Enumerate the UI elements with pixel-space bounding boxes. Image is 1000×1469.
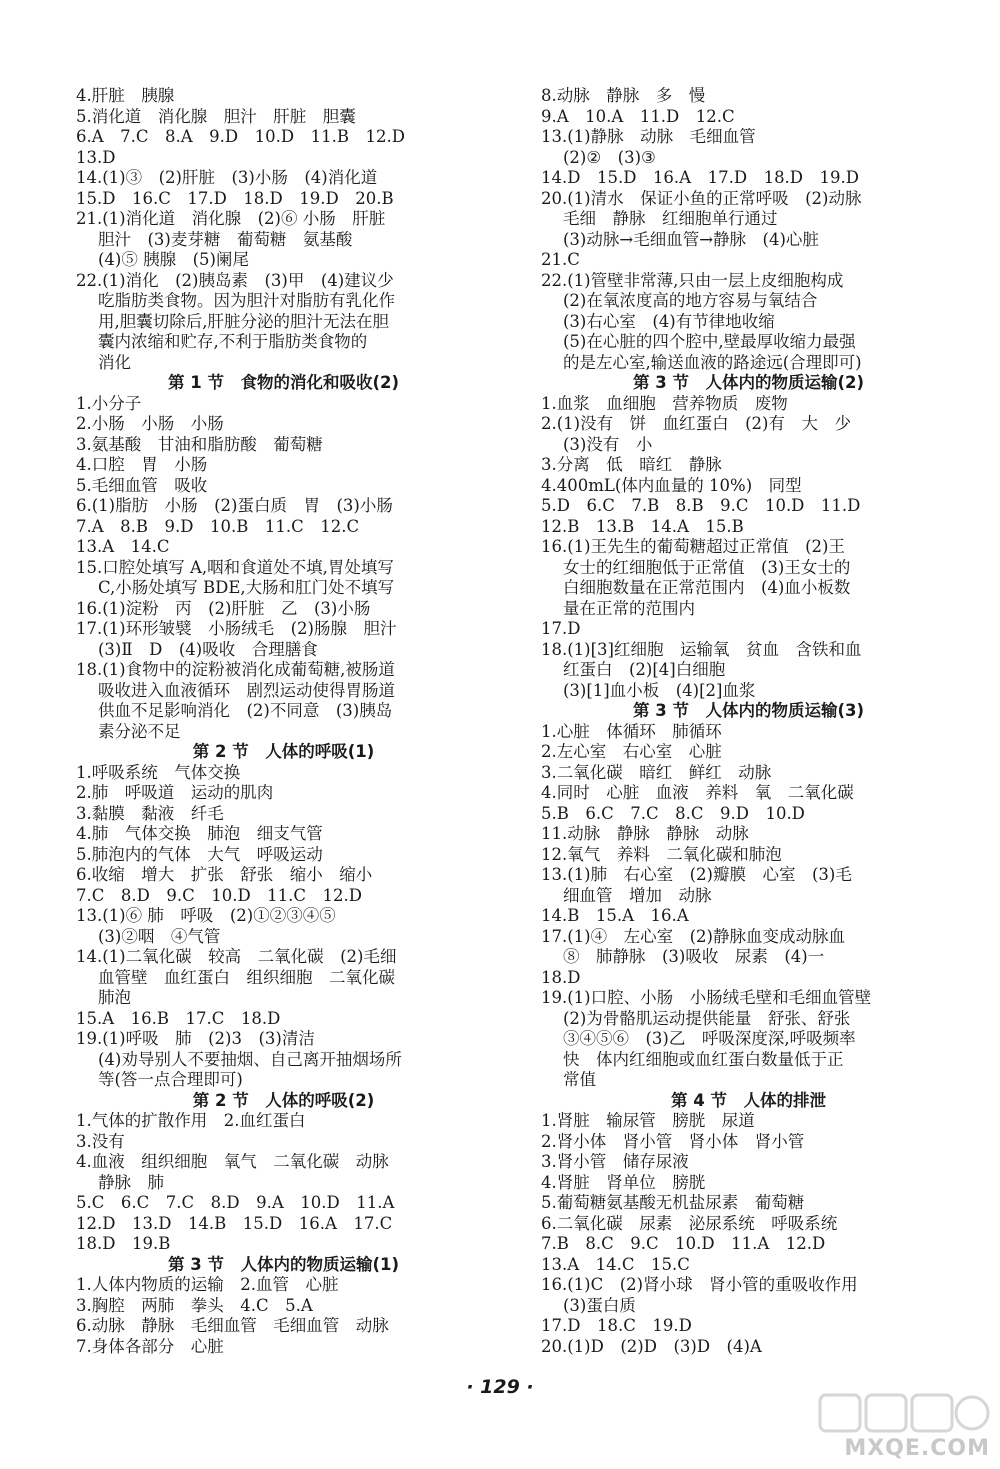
answer-line: 3.氨基酸 甘油和脂肪酸 葡萄糖: [76, 434, 323, 454]
answer-line: 4.肺 气体交换 肺泡 细支气管: [76, 824, 323, 843]
answer-line: 16.(1)王先生的葡萄糖超过正常值 (2)王: [541, 537, 845, 556]
answer-line: 1.心脏 体循环 肺循环: [541, 721, 722, 741]
answer-line: 17.(1)④ 左心室 (2)静脉血变成动脉血: [541, 926, 845, 946]
answer-line: 9.A 10.A 11.D 12.C: [541, 106, 735, 126]
answer-line: 15.D 16.C 17.D 18.D 19.D 20.B: [76, 188, 394, 208]
answer-line: 22.(1)消化 (2)胰岛素 (3)甲 (4)建议少: [76, 270, 394, 290]
answer-line: 3.胸腔 两肺 拳头 4.C 5.A: [76, 1295, 313, 1315]
answer-line: 14.(1)二氧化碳 较高 二氧化碳 (2)毛细: [76, 947, 397, 966]
answer-line: 5.毛细血管 吸收: [76, 475, 208, 495]
answer-line: 21.(1)消化道 消化腺 (2)⑥ 小肠 肝脏: [76, 209, 386, 228]
answer-line: 1.呼吸系统 气体交换: [76, 762, 241, 782]
answer-line: 18.(1)[3]红细胞 运输氧 贫血 含铁和血: [541, 639, 862, 659]
answer-line: (3)右心室 (4)有节律地收缩: [563, 311, 775, 331]
answer-line: 6.动脉 静脉 毛细血管 毛细血管 动脉: [76, 1316, 389, 1335]
answer-line: 6.二氧化碳 尿素 泌尿系统 呼吸系统: [541, 1213, 838, 1233]
answer-line: 毛细 静脉 红细胞单行通过: [563, 209, 778, 228]
answer-line: 5.D 6.C 7.B 8.B 9.C 10.D 11.D: [541, 496, 861, 515]
answer-line: 20.(1)D (2)D (3)D (4)A: [541, 1336, 762, 1356]
answer-line: 16.(1)淀粉 丙 (2)肝脏 乙 (3)小肠: [76, 598, 371, 618]
section-heading: 第 1 节 食物的消化和吸收(2): [167, 373, 400, 392]
watermark-text: MXQE.COM: [844, 1436, 990, 1461]
section-heading: 第 3 节 人体内的物质运输(2): [632, 373, 865, 392]
answer-line: 4.同时 心脏 血液 养料 氧 二氧化碳: [541, 783, 854, 802]
answer-line: 血管壁 血红蛋白 组织细胞 二氧化碳: [98, 967, 395, 987]
answer-line: 7.A 8.B 9.D 10.B 11.C 12.C: [76, 516, 360, 536]
answer-line: 细血管 增加 动脉: [563, 885, 712, 905]
answer-line: (4)劝导别人不要抽烟、自己离开抽烟场所: [98, 1049, 402, 1069]
answer-line: 18.D: [541, 967, 581, 987]
answer-line: 13.A 14.C 15.C: [541, 1254, 690, 1274]
answer-line: 1.气体的扩散作用 2.血红蛋白: [76, 1111, 306, 1130]
answer-line: 女士的红细胞低于正常值 (3)王女士的: [563, 557, 851, 577]
answer-line: 吃脂肪类食物。因为胆汁对脂肪有乳化作: [98, 291, 395, 310]
answer-line: 5.消化道 消化腺 胆汁 肝脏 胆囊: [76, 106, 356, 126]
right-column: [541, 86, 956, 1357]
answer-line: ③④⑤⑥ (3)乙 呼吸深度深,呼吸频率: [563, 1029, 856, 1048]
answer-line: 4.口腔 胃 小肠: [76, 455, 208, 474]
answer-line: (3)②咽 ④气管: [98, 926, 221, 946]
answer-line: 吸收进入血液循环 剧烈运动使得胃肠道: [98, 680, 395, 700]
answer-line: 1.肾脏 输尿管 膀胱 尿道: [541, 1111, 755, 1130]
answer-line: 8.动脉 静脉 多 慢: [541, 86, 706, 105]
answer-line: 1.小分子: [76, 393, 142, 413]
answer-line: (4)⑤ 胰腺 (5)阑尾: [98, 250, 249, 269]
answer-line: 13.D: [76, 147, 116, 167]
answer-line: 的是左心室,输送血液的路途远(合理即可): [563, 352, 862, 372]
answer-line: 量在正常的范围内: [563, 598, 695, 618]
answer-line: 18.(1)食物中的淀粉被消化成葡萄糖,被肠道: [76, 660, 395, 679]
answer-line: 6.收缩 增大 扩张 舒张 缩小 缩小: [76, 865, 373, 884]
answer-line: (3)没有 小: [563, 434, 653, 454]
answer-line: 13.(1)⑥ 肺 呼吸 (2)①②③④⑤: [76, 906, 336, 925]
answer-line: 肺泡: [98, 988, 131, 1007]
answer-line: 4.血液 组织细胞 氧气 二氧化碳 动脉: [76, 1152, 389, 1171]
answer-line: 供血不足影响消化 (2)不同意 (3)胰岛: [98, 701, 393, 720]
answer-line: 2.(1)没有 饼 血红蛋白 (2)有 大 少: [541, 414, 851, 433]
answer-line: 19.(1)呼吸 肺 (2)3 (3)清洁: [76, 1029, 315, 1048]
answer-line: ⑧ 肺静脉 (3)吸收 尿素 (4)一: [563, 947, 825, 966]
answer-line: 17.D: [541, 619, 581, 638]
answer-line: 3.肾小管 储存尿液: [541, 1152, 689, 1171]
answer-line: 4.肝脏 胰腺: [76, 86, 175, 105]
answer-line: 素分泌不足: [98, 721, 181, 741]
answer-line: 4.肾脏 肾单位 膀胱: [541, 1172, 706, 1192]
answer-line: 2.肾小体 肾小管 肾小体 肾小管: [541, 1131, 805, 1151]
answer-line: 17.D 18.C 19.D: [541, 1316, 692, 1335]
answer-line: 快 体内红细胞或血红蛋白数量低于正: [563, 1049, 844, 1069]
answer-line: 7.身体各部分 心脏: [76, 1336, 224, 1356]
answer-line: 16.(1)C (2)肾小球 肾小管的重吸收作用: [541, 1275, 858, 1294]
answer-line: 14.B 15.A 16.A: [541, 906, 689, 925]
answer-line: 2.小肠 小肠 小肠: [76, 414, 224, 433]
answer-line: (3)Ⅱ D (4)吸收 合理膳食: [98, 639, 318, 659]
answer-line: (2)在氧浓度高的地方容易与氧结合: [563, 291, 818, 310]
answer-line: 5.C 6.C 7.C 8.D 9.A 10.D 11.A: [76, 1193, 395, 1212]
answer-line: 14.(1)③ (2)肝脏 (3)小肠 (4)消化道: [76, 168, 378, 187]
answer-line: 囊内浓缩和贮存,不利于脂肪类食物的: [98, 332, 368, 351]
section-heading: 第 3 节 人体内的物质运输(3): [632, 701, 865, 720]
answer-line: (5)在心脏的四个腔中,壁最厚收缩力最强: [563, 332, 856, 351]
page-number: · 129 ·: [466, 1376, 534, 1398]
answer-line: 15.A 16.B 17.C 18.D: [76, 1008, 281, 1028]
answer-line: 7.C 8.D 9.C 10.D 11.C 12.D: [76, 885, 363, 905]
section-heading: 第 3 节 人体内的物质运输(1): [167, 1254, 400, 1274]
answer-line: 白细胞数量在正常范围内 (4)血小板数: [563, 578, 851, 597]
answer-line: (2)为骨骼肌运动提供能量 舒张、舒张: [563, 1008, 851, 1028]
answer-line: 5.葡萄糖氨基酸无机盐尿素 葡萄糖: [541, 1193, 805, 1212]
answer-line: 4.400mL(体内血量的 10%) 同型: [541, 475, 802, 495]
answer-line: 19.(1)口腔、小肠 小肠绒毛壁和毛细血管壁: [541, 988, 872, 1007]
answer-line: 13.A 14.C: [76, 537, 170, 556]
answer-line: 用,胆囊切除后,肝脏分泌的胆汁无法在胆: [98, 311, 389, 331]
answer-line: 胆汁 (3)麦芽糖 葡萄糖 氨基酸: [98, 229, 353, 249]
answer-line: 14.D 15.D 16.A 17.D 18.D 19.D: [541, 168, 860, 187]
answer-line: 3.没有: [76, 1131, 125, 1151]
answer-line: C,小肠处填写 BDE,大肠和肛门处不填写: [98, 578, 395, 597]
answer-line: 1.人体内物质的运输 2.血管 心脏: [76, 1275, 339, 1294]
answer-line: 17.(1)环形皱襞 小肠绒毛 (2)肠腺 胆汁: [76, 619, 397, 638]
section-heading: 第 4 节 人体的排泄: [671, 1090, 826, 1110]
answer-line: (3)蛋白质: [563, 1295, 636, 1315]
answer-line: 3.黏膜 黏液 纤毛: [76, 803, 224, 823]
answer-line: 消化: [98, 352, 131, 372]
answer-line: 2.肺 呼吸道 运动的肌肉: [76, 783, 274, 802]
answer-line: 18.D 19.B: [76, 1234, 171, 1253]
answer-line: 22.(1)管壁非常薄,只由一层上皮细胞构成: [541, 270, 844, 290]
answer-line: 12.B 13.B 14.A 15.B: [541, 516, 744, 536]
answer-line: 静脉 肺: [98, 1172, 164, 1192]
answer-line: 11.动脉 静脉 静脉 动脉: [541, 824, 749, 843]
answer-line: 5.B 6.C 7.C 8.C 9.D 10.D: [541, 803, 805, 823]
answer-line: 2.左心室 右心室 心脏: [541, 742, 722, 761]
answer-line: 6.(1)脂肪 小肠 (2)蛋白质 胃 (3)小肠: [76, 496, 393, 515]
answer-line: 1.血浆 血细胞 营养物质 废物: [541, 393, 788, 413]
answer-line: 3.分离 低 暗红 静脉: [541, 455, 722, 474]
answer-line: 12.氧气 养料 二氧化碳和肺泡: [541, 844, 782, 864]
answer-line: 常值: [563, 1070, 596, 1089]
answer-line: (2)② (3)③: [563, 147, 656, 167]
left-column: [76, 86, 491, 1357]
section-heading: 第 2 节 人体的呼吸(2): [192, 1090, 375, 1110]
answer-line: (3)动脉→毛细血管→静脉 (4)心脏: [563, 229, 819, 249]
answer-line: 13.(1)静脉 动脉 毛细血管: [541, 127, 756, 146]
section-heading: 第 2 节 人体的呼吸(1): [192, 742, 375, 761]
answer-line: 12.D 13.D 14.B 15.D 16.A 17.C: [76, 1213, 393, 1233]
answer-line: 20.(1)清水 保证小鱼的正常呼吸 (2)动脉: [541, 188, 862, 208]
answer-line: 等(答一点合理即可): [98, 1070, 243, 1089]
answer-line: 7.B 8.C 9.C 10.D 11.A 12.D: [541, 1234, 826, 1253]
answer-line: 红蛋白 (2)[4]白细胞: [563, 660, 726, 679]
answer-line: 3.二氧化碳 暗红 鲜红 动脉: [541, 762, 772, 782]
answer-line: 5.肺泡内的气体 大气 呼吸运动: [76, 844, 323, 864]
answer-line: 13.(1)肺 右心室 (2)瓣膜 心室 (3)毛: [541, 865, 852, 884]
answer-line: 21.C: [541, 250, 580, 269]
answer-line: (3)[1]血小板 (4)[2]血浆: [563, 680, 756, 700]
answer-line: 15.口腔处填写 A,咽和食道处不填,胃处填写: [76, 557, 394, 577]
answer-line: 6.A 7.C 8.A 9.D 10.D 11.B 12.D: [76, 127, 405, 146]
